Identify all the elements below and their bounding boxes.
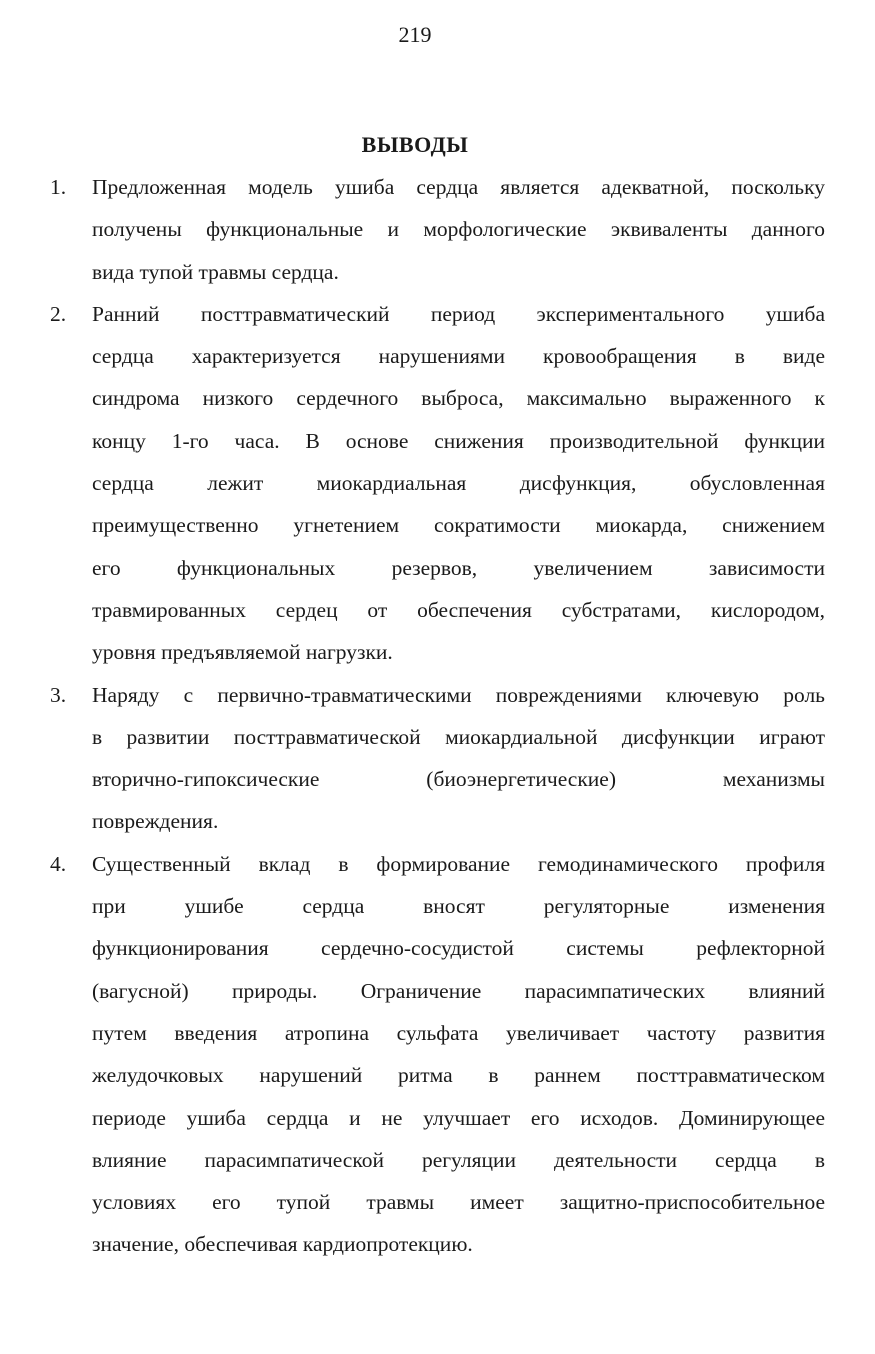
text-line: условиях его тупой травмы имеет защитно-приспособительное bbox=[92, 1190, 825, 1215]
conclusions-list bbox=[50, 166, 825, 1266]
text-line: сердца лежит миокардиальная дисфункция, обусловленная bbox=[92, 471, 825, 496]
text-line: Существенный вклад в формирование гемодинамического профиля bbox=[92, 851, 825, 876]
conclusion-number: 4. bbox=[50, 851, 67, 876]
text-line: периоде ушиба сердца и не улучшает его исходов. Доминирующее bbox=[92, 1105, 825, 1130]
conclusion-item-1 bbox=[50, 166, 825, 293]
text-line: значение, обеспечивая кардиопротекцию. bbox=[92, 1232, 473, 1257]
text-line: уровня предъявляемой нагрузки. bbox=[92, 640, 393, 665]
text-line: желудочковых нарушений ритма в раннем посттравматическом bbox=[92, 1063, 825, 1088]
text-line: Наряду с первично-травматическими повреждениями ключевую роль bbox=[92, 682, 825, 707]
text-line: сердца характеризуется нарушениями кровообращения в виде bbox=[92, 344, 825, 369]
text-line: функционирования сердечно-сосудистой системы рефлекторной bbox=[92, 936, 825, 961]
text-line: путем введения атропина сульфата увеличивает частоту развития bbox=[92, 1020, 825, 1045]
text-line: вида тупой травмы сердца. bbox=[92, 259, 339, 284]
conclusion-number: 2. bbox=[50, 301, 67, 326]
section-heading: ВЫВОДЫ bbox=[361, 132, 469, 157]
conclusion-item-3 bbox=[50, 674, 825, 843]
text-line: его функциональных резервов, увеличением зависимости bbox=[92, 555, 825, 580]
page-number: 219 bbox=[398, 22, 432, 47]
conclusion-number: 3. bbox=[50, 682, 67, 707]
text-line: при ушибе сердца вносят регуляторные изменения bbox=[92, 894, 825, 919]
text-line: влияние парасимпатической регуляции деятельности сердца в bbox=[92, 1147, 825, 1172]
conclusion-item-2 bbox=[50, 293, 825, 674]
text-line: Предложенная модель ушиба сердца является адекватной, поскольку bbox=[92, 175, 825, 199]
conclusion-number: 1. bbox=[50, 175, 67, 199]
text-line: преимущественно угнетением сократимости миокарда, снижением bbox=[92, 513, 825, 538]
text-line: получены функциональные и морфологические эквиваленты данного bbox=[92, 217, 825, 242]
text-line: концу 1-го часа. В основе снижения производительной функции bbox=[92, 428, 825, 453]
text-line: повреждения. bbox=[92, 809, 219, 834]
conclusion-item-4 bbox=[50, 843, 825, 1266]
text-line: синдрома низкого сердечного выброса, максимально выраженного к bbox=[92, 386, 825, 411]
text-line: вторично-гипоксические (биоэнергетические) механизмы bbox=[92, 767, 825, 792]
text-line: в развитии посттравматической миокардиальной дисфункции играют bbox=[92, 724, 825, 749]
text-line: (вагусной) природы. Ограничение парасимпатических влияний bbox=[92, 978, 825, 1003]
text-line: Ранний посттравматический период экспериментального ушиба bbox=[92, 301, 825, 326]
text-line: травмированных сердец от обеспечения субстратами, кислородом, bbox=[92, 597, 825, 622]
